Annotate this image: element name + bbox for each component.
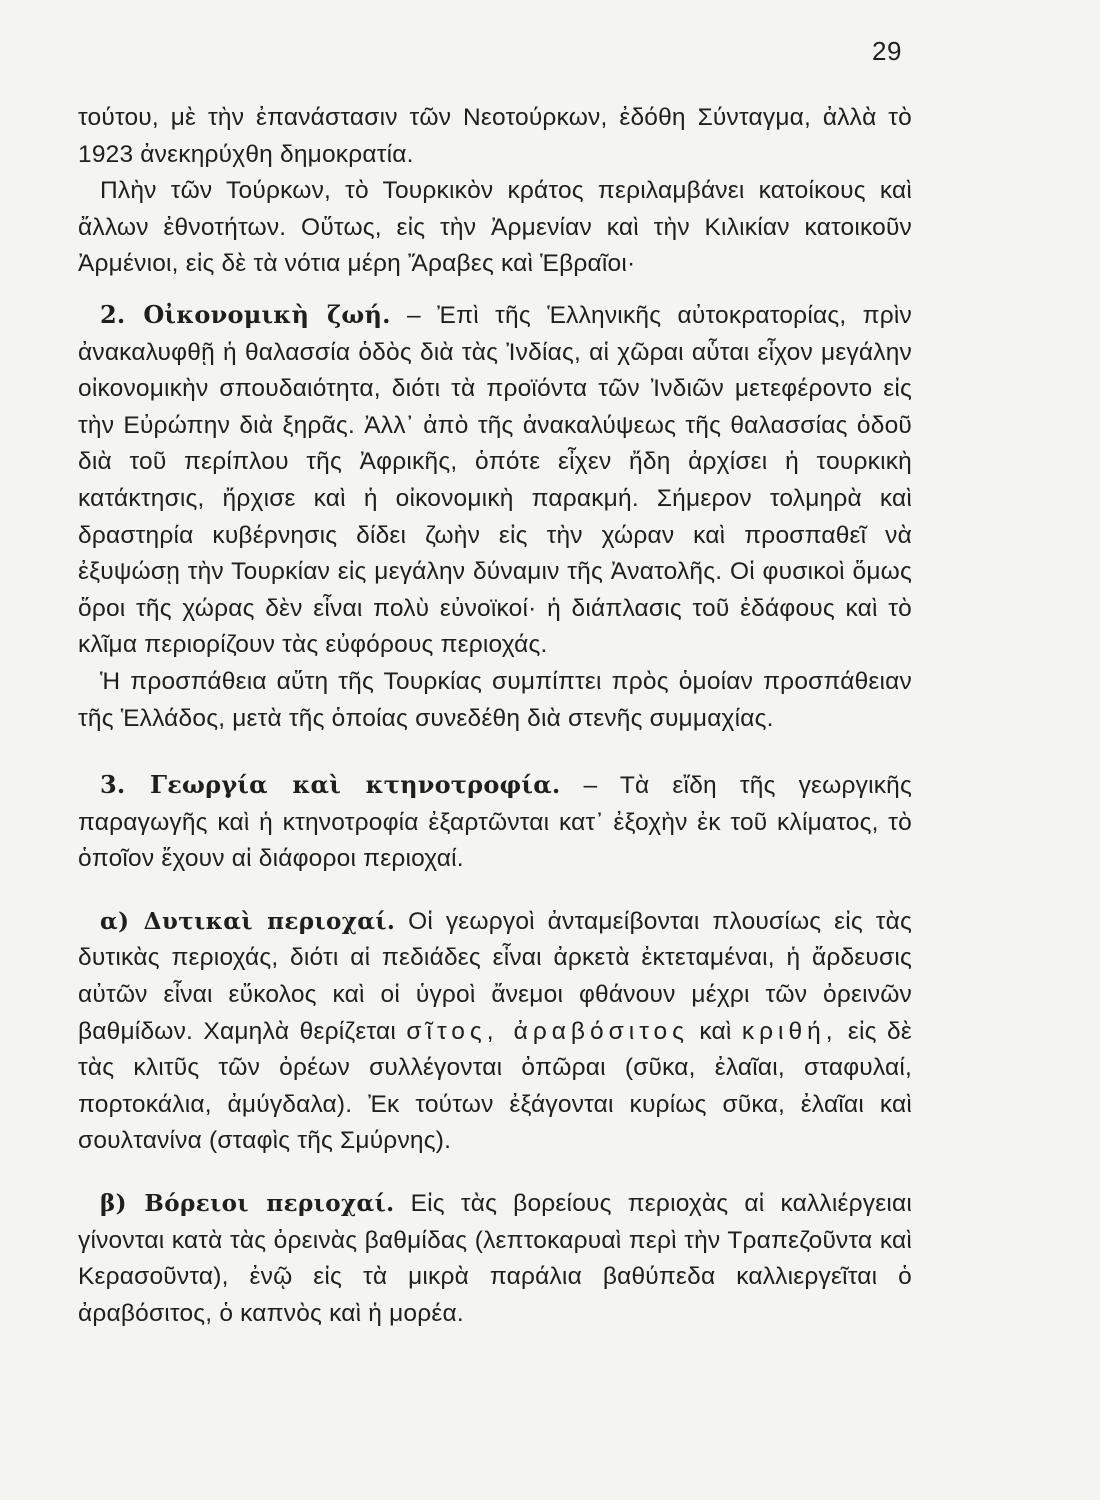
subsection-heading-western: α) Δυτικαὶ περιοχαί. bbox=[100, 907, 396, 935]
page-number: 29 bbox=[872, 36, 902, 66]
section-text-agriculture: – Τὰ εἴδη τῆς γεωργικῆς παραγωγῆς καὶ ἡ κτηνοτροφία ἐξαρτῶνται κατ᾽ ἐξοχὴν ἐκ τοῦ κλίματος, τὸ ὁποῖον ἔχουν αἱ διάφοροι περιοχαί. bbox=[78, 772, 912, 873]
subsection-western-regions bbox=[78, 904, 912, 1160]
subsection-heading-northern: β) Βόρειοι περιοχαί. bbox=[100, 1190, 395, 1218]
section-economic-life bbox=[78, 297, 912, 664]
section-agriculture bbox=[78, 767, 912, 878]
term-wheat-corn: σῖτος, ἀραβόσιτος bbox=[406, 1017, 689, 1045]
page-content bbox=[78, 100, 912, 1332]
section-text-economic-life: – Ἐπὶ τῆς Ἑλληνικῆς αὐτοκρατορίας, πρὶν ἀνακαλυφθῇ ἡ θαλασσία ὁδὸς διὰ τὰς Ἰνδίας, αἱ χῶραι αὗται εἶχον μεγάλην οἰκονομικὴν σπουδαιότητα, διότι τὰ προϊόντα τῶν Ἰνδιῶν μετεφέροντο εἰς τὴν Εὐρώπην διὰ ξηρᾶς. Ἀλλ᾽ ἀπὸ τῆς ἀνακαλύψεως τῆς θαλασσίας ὁδοῦ διὰ τοῦ περίπλου τῆς Ἀφρικῆς, ὁπότε εἶχεν ἤδη ἀρχίσει ἡ τουρκικὴ κατάκτησις, ἤρχισε καὶ ἡ οἰκονομικὴ παρακμή. Σήμερον τολμηρὰ καὶ δραστηρία κυβέρνησις δίδει ζωὴν εἰς τὴν χώραν καὶ προσπαθεῖ νὰ ἐξυψώσῃ τὴν Τουρκίαν εἰς μεγάλην δύναμιν τῆς Ἀνατολῆς. Οἱ φυσικοὶ ὅμως ὅροι τῆς χώρας δὲν εἶναι πολὺ εὐνοϊκοί· ἡ διάπλασις τοῦ ἐδάφους καὶ τὸ κλῖμα περιορίζουν τὰς εὐφόρους περιοχάς. bbox=[78, 301, 912, 659]
paragraph-alliance: Ἡ προσπάθεια αὕτη τῆς Τουρκίας συμπίπτει πρὸς ὁμοίαν προσπάθειαν τῆς Ἑλλάδος, μετὰ τῆς ὁποίας συνεδέθη διὰ στενῆς συμμαχίας. bbox=[78, 667, 912, 732]
paragraph-ethnicities: Πλὴν τῶν Τούρκων, τὸ Τουρκικὸν κράτος περιλαμβάνει κατοίκους καὶ ἄλλων ἐθνοτήτων. Οὕτως, εἰς τὴν Ἀρμενίαν καὶ τὴν Κιλικίαν κατοικοῦν Ἀρμένιοι, εἰς δὲ τὰ νότια μέρη Ἄραβες καὶ Ἑβραῖοι· bbox=[78, 177, 912, 278]
subsection-text-western-2: καὶ bbox=[699, 1017, 732, 1045]
subsection-northern-regions bbox=[78, 1186, 912, 1332]
term-barley: κριθή, bbox=[741, 1017, 838, 1045]
section-heading-economic-life: 2. Οἰκονομικὴ ζωή. bbox=[100, 299, 391, 329]
paragraph-intro: τούτου, μὲ τὴν ἐπανάστασιν τῶν Νεοτούρκων, ἐδόθη Σύνταγμα, ἀλλὰ τὸ 1923 ἀνεκηρύχθη δημοκρατία. bbox=[78, 104, 912, 168]
subsection-text-northern: Εἰς τὰς βορείους περιοχὰς αἱ καλλιέργειαι γίνονται κατὰ τὰς ὀρεινὰς βαθμίδας (λεπτοκαρυαὶ περὶ τὴν Τραπεζοῦντα καὶ Κερασοῦντα), ἐνῷ εἰς τὰ μικρὰ παράλια βαθύπεδα καλλιεργεῖται ὁ ἀραβόσιτος, ὁ καπνὸς καὶ ἡ μορέα. bbox=[78, 1190, 912, 1327]
section-heading-agriculture: 3. Γεωργία καὶ κτηνοτροφία. bbox=[100, 770, 561, 800]
subsection-text-western-3: εἰς δὲ τὰς κλιτῦς τῶν ὀρέων συλλέγονται ὀπῶραι (σῦκα, ἐλαῖαι, σταφυλαί, πορτοκάλια, ἀμύγδαλα). Ἐκ τούτων ἐξάγονται κυρίως σῦκα, ἐλαῖαι καὶ σουλτανίνα (σταφὶς τῆς Σμύρνης). bbox=[78, 1017, 912, 1155]
subsection-text-western-1: Οἱ γεωργοὶ ἀνταμείβονται πλουσίως εἰς τὰς δυτικὰς περιοχάς, διότι αἱ πεδιάδες εἶναι ἀρκετὰ ἐκτεταμέναι, ἡ ἄρδευσις αὐτῶν εἶναι εὔκολος καὶ οἱ ὑγροὶ ἄνεμοι φθάνουν μέχρι τῶν ὀρεινῶν βαθμίδων. Χαμηλὰ θερίζεται bbox=[78, 907, 912, 1045]
